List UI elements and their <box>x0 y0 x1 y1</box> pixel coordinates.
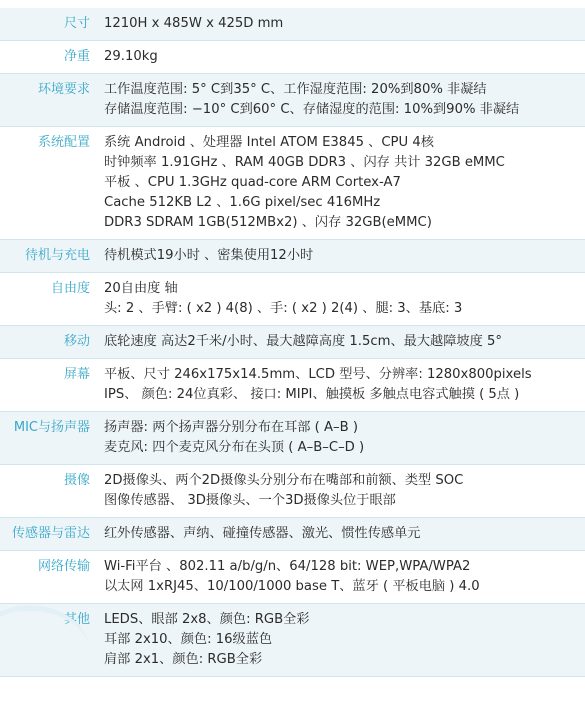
spec-row-mobility <box>0 326 585 359</box>
spec-line: 头: 2 、手臂: ( x2 ) 4(8) 、手: ( x2 ) 2(4) 、腿: 3、基底: 3 <box>104 301 463 316</box>
spec-row-standby <box>0 240 585 273</box>
spec-line: 20自由度 轴 <box>104 281 178 296</box>
spec-line: 工作温度范围: 5° C到35° C、工作湿度范围: 20%到80% 非凝结 <box>104 82 487 97</box>
spec-line: LEDS、眼部 2x8、颜色: RGB全彩 <box>104 612 310 627</box>
spec-row-system <box>0 127 585 240</box>
spec-line: IPS、 颜色: 24位真彩、 接口: MIPI、触摸板 多触点电容式触摸 ( 5点 ) <box>104 387 520 402</box>
spec-line: 底轮速度 高达2千米/小时、最大越障高度 1.5cm、最大越障坡度 5° <box>104 334 502 349</box>
spec-line: 存储温度范围: −10° C到60° C、存储湿度的范围: 10%到90% 非凝结 <box>104 102 520 117</box>
spec-row-dof <box>0 273 585 326</box>
spec-value <box>96 8 585 40</box>
spec-line: 待机模式19小时 、密集使用12小时 <box>104 248 314 263</box>
spec-label: 摄像 <box>63 473 90 488</box>
spec-value <box>96 359 585 411</box>
spec-label: 系统配置 <box>37 135 90 150</box>
spec-row-weight <box>0 41 585 74</box>
spec-row-sensors <box>0 518 585 551</box>
spec-value <box>96 326 585 358</box>
spec-line: 29.10kg <box>104 49 158 64</box>
spec-label: 尺寸 <box>63 16 90 31</box>
spec-label: 待机与充电 <box>24 248 90 263</box>
spec-line: Wi-Fi平台 、802.11 a/b/g/n、64/128 bit: WEP,WPA/WPA2 <box>104 559 471 574</box>
spec-value <box>96 41 585 73</box>
spec-line: 扬声器: 两个扬声器分别分布在耳部 ( A–B ) <box>104 420 358 435</box>
spec-line: 2D摄像头、两个2D摄像头分别分布在嘴部和前额、类型 SOC <box>104 473 464 488</box>
spec-label: 自由度 <box>50 281 90 296</box>
spec-line: 肩部 2x1、颜色: RGB全彩 <box>104 652 263 667</box>
spec-line: 红外传感器、声纳、碰撞传感器、激光、惯性传感单元 <box>104 526 421 541</box>
spec-label: 净重 <box>63 49 90 64</box>
spec-table <box>0 8 585 677</box>
spec-label: 其他 <box>63 612 90 627</box>
spec-value <box>96 551 585 603</box>
spec-label: 传感器与雷达 <box>11 526 90 541</box>
spec-value <box>96 465 585 517</box>
spec-label: MIC与扬声器 <box>13 420 90 435</box>
spec-row-audio <box>0 412 585 465</box>
spec-row-size <box>0 8 585 41</box>
spec-label: 屏幕 <box>63 367 90 382</box>
spec-value <box>96 518 585 550</box>
spec-row-camera <box>0 465 585 518</box>
spec-row-environment <box>0 74 585 127</box>
spec-value <box>96 74 585 126</box>
spec-line: 以太网 1xRJ45、10/100/1000 base T、蓝牙 ( 平板电脑 ) 4.0 <box>104 579 480 594</box>
spec-value <box>96 604 585 676</box>
spec-line: DDR3 SDRAM 1GB(512MBx2) 、闪存 32GB(eMMC) <box>104 215 432 230</box>
spec-line: 平板、尺寸 246x175x14.5mm、LCD 型号、分辨率: 1280x800pixels <box>104 367 532 382</box>
spec-line: 平板 、CPU 1.3GHz quad-core ARM Cortex-A7 <box>104 175 401 190</box>
spec-label: 环境要求 <box>37 82 90 97</box>
spec-value <box>96 412 585 464</box>
spec-line: 图像传感器、 3D摄像头、一个3D摄像头位于眼部 <box>104 493 396 508</box>
spec-line: 1210H x 485W x 425D mm <box>104 16 284 31</box>
spec-value <box>96 240 585 272</box>
spec-line: 麦克风: 四个麦克风分布在头顶 ( A–B–C–D ) <box>104 440 365 455</box>
spec-value <box>96 273 585 325</box>
spec-line: 系统 Android 、处理器 Intel ATOM E3845 、CPU 4核 <box>104 135 434 150</box>
spec-label: 网络传输 <box>37 559 90 574</box>
spec-label: 移动 <box>63 334 90 349</box>
spec-row-screen <box>0 359 585 412</box>
spec-line: Cache 512KB L2 、1.6G pixel/sec 416MHz <box>104 195 381 210</box>
spec-line: 耳部 2x10、颜色: 16级蓝色 <box>104 632 273 647</box>
spec-row-network <box>0 551 585 604</box>
spec-value <box>96 127 585 239</box>
spec-line: 时钟频率 1.91GHz 、RAM 40GB DDR3 、闪存 共计 32GB eMMC <box>104 155 505 170</box>
